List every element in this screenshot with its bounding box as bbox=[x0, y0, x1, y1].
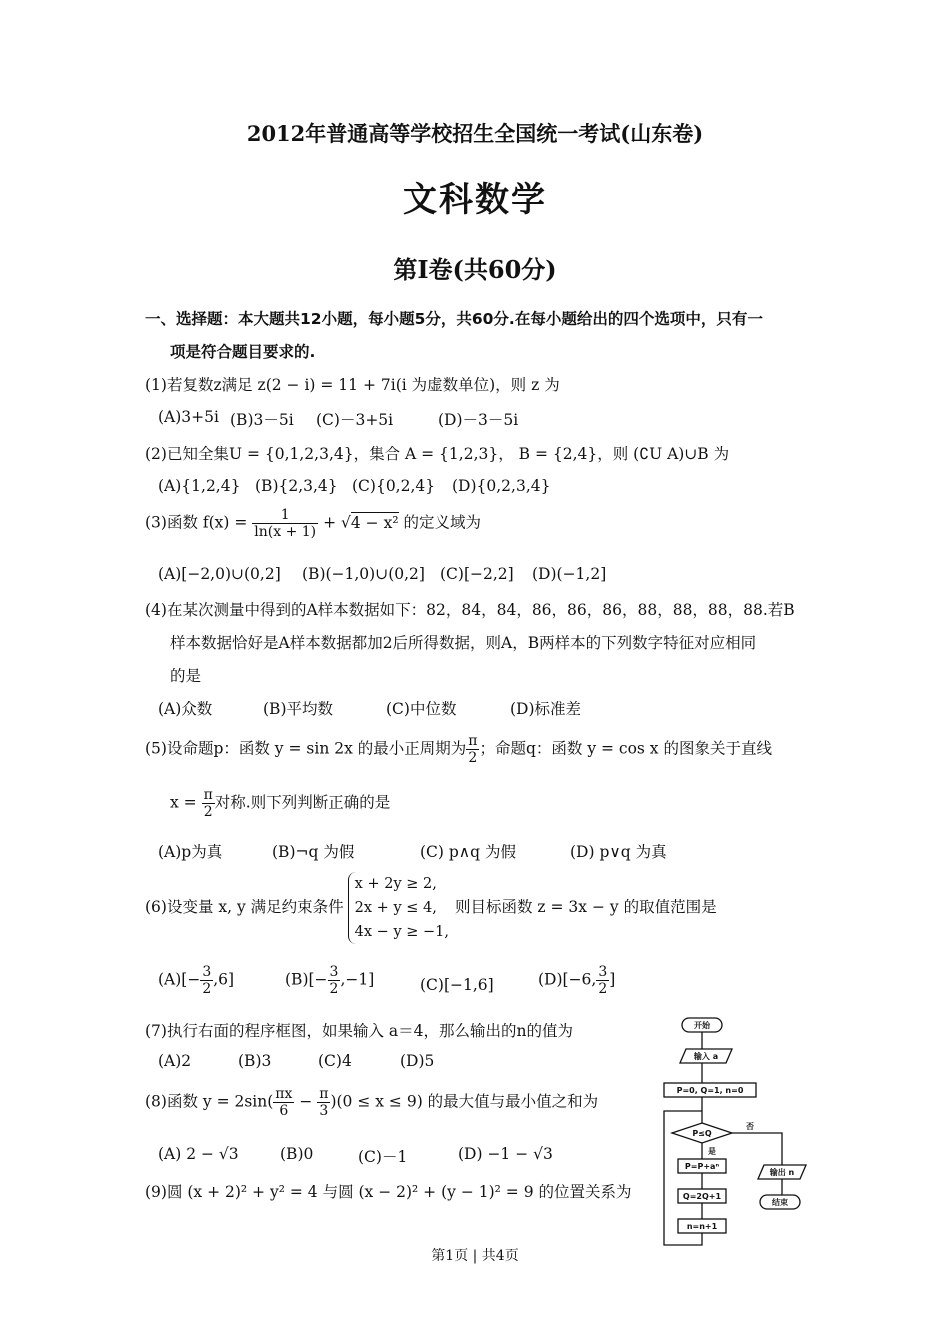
question-5-numerator-2: π bbox=[203, 787, 213, 803]
question-3-option-d: (D)(−1,2] bbox=[532, 565, 607, 583]
question-4-option-a: (A)众数 bbox=[158, 700, 213, 718]
question-6-constraints bbox=[348, 872, 449, 944]
question-5-part3: x = bbox=[170, 793, 202, 812]
question-6-option-b-post: ,−1] bbox=[340, 970, 375, 989]
question-3-option-b: (B)(−1,0)∪(0,2] bbox=[302, 565, 425, 583]
question-4-option-c: (C)中位数 bbox=[386, 700, 457, 718]
question-6-option-b-pre: (B)[− bbox=[285, 970, 328, 989]
subject-title: 文科数学 bbox=[403, 180, 547, 220]
question-6-option-d-pre: (D)[−6, bbox=[538, 970, 597, 989]
flowchart-step1-label: P=P+aⁿ bbox=[684, 1162, 720, 1171]
question-7-option-a: (A)2 bbox=[158, 1052, 192, 1070]
question-6-option-a-fraction bbox=[200, 964, 213, 997]
question-2-option-b: (B){2,3,4} bbox=[255, 477, 338, 495]
question-4-option-d: (D)标准差 bbox=[510, 700, 582, 718]
question-3-suffix: 的定义域为 bbox=[398, 513, 481, 532]
question-3-stem bbox=[145, 507, 481, 540]
question-6-suffix: 则目标函数 z = 3x − y 的取值范围是 bbox=[455, 898, 717, 916]
question-8-denominator-2: 3 bbox=[319, 1103, 329, 1119]
question-8-fraction-1 bbox=[273, 1086, 294, 1119]
flowchart-condition-label: P≤Q bbox=[692, 1129, 712, 1138]
question-6-constraint-2: 2x + y ≤ 4, bbox=[354, 900, 437, 916]
question-5-option-c: (C) p∧q 为假 bbox=[420, 843, 516, 861]
question-8-option-b: (B)0 bbox=[280, 1145, 314, 1163]
question-8-minus: − bbox=[294, 1092, 318, 1111]
question-5-denominator-1: 2 bbox=[468, 750, 478, 766]
question-1-option-d: (D)－3－5i bbox=[438, 411, 519, 429]
flowchart-step3-label: n=n+1 bbox=[686, 1222, 718, 1231]
question-4-line3: 的是 bbox=[170, 667, 202, 685]
question-5-numerator-1: π bbox=[468, 733, 478, 749]
flowchart-end-label: 结束 bbox=[772, 1198, 788, 1207]
question-7-stem: (7)执行右面的程序框图，如果输入 a＝4，那么输出的n的值为 bbox=[145, 1022, 573, 1040]
question-6-option-b-numerator: 3 bbox=[329, 964, 339, 980]
question-6-option-d bbox=[538, 964, 615, 997]
question-3-option-c: (C)[−2,2] bbox=[440, 565, 514, 583]
question-5-option-d: (D) p∨q 为真 bbox=[570, 843, 667, 861]
question-5-part2: ；命题q：函数 y = cos x 的图象关于直线 bbox=[479, 739, 772, 758]
question-6-option-a bbox=[158, 964, 234, 997]
question-8-numerator-2: π bbox=[319, 1086, 329, 1102]
question-6-option-a-post: ,6] bbox=[213, 970, 235, 989]
exam-title: 2012年普通高等学校招生全国统一考试(山东卷) bbox=[246, 121, 704, 146]
flowchart-yes-label: 是 bbox=[708, 1147, 716, 1156]
flowchart-init-label: P=0, Q=1, n=0 bbox=[676, 1086, 744, 1095]
question-4-line1: (4)在某次测量中得到的A样本数据如下：82，84，84，86，86，86，88，88，88，88.若B bbox=[145, 601, 795, 619]
question-1-stem: (1)若复数z满足 z(2 − i) = 11 + 7i(i 为虚数单位)，则 z 为 bbox=[145, 376, 560, 394]
question-5-part4: 对称.则下列判断正确的是 bbox=[214, 793, 391, 812]
section-instruction-line1: 一、选择题：本大题共12小题，每小题5分，共60分.在每小题给出的四个选项中，只有一 bbox=[145, 310, 763, 328]
question-6-option-d-denominator: 2 bbox=[598, 981, 608, 997]
question-6-option-a-pre: (A)[− bbox=[158, 970, 201, 989]
question-6-option-d-numerator: 3 bbox=[598, 964, 608, 980]
program-flowchart bbox=[660, 1015, 810, 1250]
question-6-option-a-numerator: 3 bbox=[202, 964, 212, 980]
question-6-option-b-fraction bbox=[328, 964, 341, 997]
flowchart-output-label: 输出 n bbox=[769, 1168, 795, 1177]
question-3-option-a: (A)[−2,0)∪(0,2] bbox=[158, 565, 281, 583]
question-7-option-d: (D)5 bbox=[400, 1052, 435, 1070]
question-8-fraction-2 bbox=[317, 1086, 330, 1119]
page-footer: 第1页 | 共4页 bbox=[431, 1248, 519, 1264]
question-6-option-a-denominator: 2 bbox=[202, 981, 212, 997]
question-3-numerator: 1 bbox=[252, 507, 318, 524]
question-6-option-b-denominator: 2 bbox=[329, 981, 339, 997]
question-1-option-a: (A)3+5i bbox=[158, 408, 219, 426]
question-8-numerator-1: πx bbox=[275, 1086, 293, 1102]
question-5-option-a: (A)p为真 bbox=[158, 843, 223, 861]
question-5-denominator-2: 2 bbox=[203, 804, 213, 820]
sqrt-icon: √ bbox=[341, 513, 351, 532]
question-6-stem bbox=[145, 872, 717, 944]
question-7-option-c: (C)4 bbox=[318, 1052, 352, 1070]
question-6-prefix: (6)设变量 x, y 满足约束条件 bbox=[145, 898, 344, 916]
section-instruction-line2: 项是符合题目要求的. bbox=[170, 343, 316, 361]
question-6-option-d-post: ] bbox=[609, 970, 616, 989]
question-8-stem bbox=[145, 1086, 598, 1119]
flowchart-step2-label: Q=2Q+1 bbox=[682, 1192, 722, 1201]
question-7-option-b: (B)3 bbox=[238, 1052, 272, 1070]
question-3-fraction bbox=[252, 507, 318, 540]
question-6-option-b bbox=[285, 964, 374, 997]
question-8-suffix: )(0 ≤ x ≤ 9) 的最大值与最小值之和为 bbox=[330, 1092, 599, 1111]
question-8-option-d: (D) −1 − √3 bbox=[458, 1145, 553, 1163]
question-1-option-c: (C)－3+5i bbox=[316, 411, 394, 429]
question-4-line2: 样本数据恰好是A样本数据都加2后所得数据，则A，B两样本的下列数字特征对应相同 bbox=[170, 634, 757, 652]
question-2-option-c: (C){0,2,4} bbox=[352, 477, 436, 495]
question-8-option-a: (A) 2 − √3 bbox=[158, 1145, 239, 1163]
question-2-option-a: (A){1,2,4} bbox=[158, 477, 241, 495]
question-5-fraction-2 bbox=[202, 787, 215, 820]
question-8-option-c: (C)－1 bbox=[358, 1148, 408, 1166]
question-9-stem: (9)圆 (x + 2)² + y² = 4 与圆 (x − 2)² + (y − 1)² = 9 的位置关系为 bbox=[145, 1183, 632, 1201]
question-6-option-d-fraction bbox=[596, 964, 609, 997]
question-4-option-b: (B)平均数 bbox=[263, 700, 333, 718]
flowchart-start-label: 开始 bbox=[694, 1021, 710, 1030]
question-6-option-c: (C)[−1,6] bbox=[420, 976, 494, 994]
question-2-stem: (2)已知全集U = {0,1,2,3,4}，集合 A = {1,2,3}， B = {2,4}，则 (∁U A)∪B 为 bbox=[145, 445, 730, 463]
question-3-radicand: 4 − x² bbox=[350, 513, 399, 532]
question-2-option-d: (D){0,2,3,4} bbox=[452, 477, 551, 495]
question-1-option-b: (B)3－5i bbox=[230, 411, 294, 429]
question-3-prefix: (3)函数 f(x) = bbox=[145, 513, 253, 532]
question-6-constraint-1: x + 2y ≥ 2, bbox=[354, 876, 437, 892]
question-5-option-b: (B)¬q 为假 bbox=[272, 843, 355, 861]
question-3-denominator: ln(x + 1) bbox=[254, 524, 317, 540]
question-5-line1 bbox=[145, 733, 772, 766]
question-5-line2 bbox=[170, 787, 390, 820]
flowchart-input-label: 输入 a bbox=[693, 1052, 719, 1061]
question-5-fraction-1 bbox=[466, 733, 479, 766]
question-6-constraint-3: 4x − y ≥ −1, bbox=[354, 924, 449, 940]
flowchart-no-label: 否 bbox=[746, 1122, 754, 1131]
question-8-prefix: (8)函数 y = 2sin( bbox=[145, 1092, 274, 1111]
part-title: 第I卷(共60分) bbox=[393, 255, 557, 284]
question-3-plus: + bbox=[318, 513, 341, 532]
question-5-part1: (5)设命题p：函数 y = sin 2x 的最小正周期为 bbox=[145, 739, 467, 758]
question-8-denominator-1: 6 bbox=[279, 1103, 289, 1119]
